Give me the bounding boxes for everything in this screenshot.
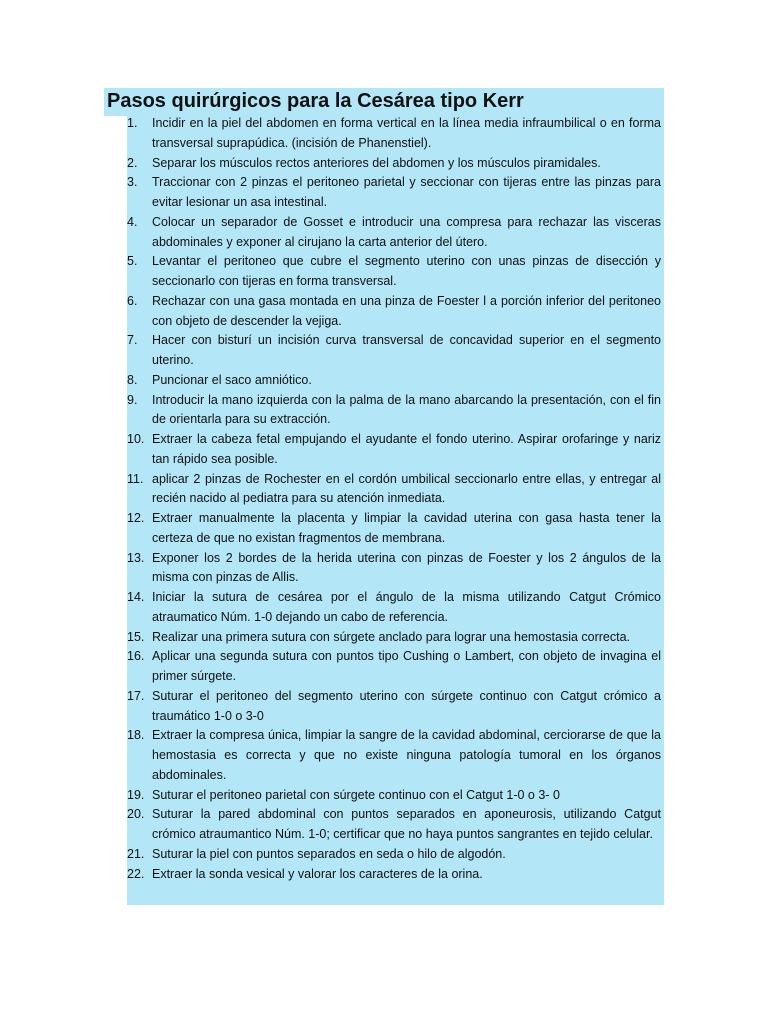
step-text: Levantar el peritoneo que cubre el segmento uterino con unas pinzas de disección y seccionarlo con tijeras en forma transversal. bbox=[152, 254, 661, 288]
step-text: Iniciar la sutura de cesárea por el ángulo de la misma utilizando Catgut Crómico atraumatico Núm. 1-0 dejando un cabo de referencia. bbox=[152, 590, 661, 624]
step-number: 22. bbox=[127, 866, 145, 881]
step-item bbox=[127, 687, 664, 727]
step-number: 7. bbox=[127, 333, 138, 348]
step-number: 9. bbox=[127, 392, 138, 407]
step-text: Realizar una primera sutura con súrgete anclado para lograr una hemostasia correcta. bbox=[152, 629, 631, 644]
step-item bbox=[127, 213, 664, 253]
step-item bbox=[127, 805, 664, 845]
step-number: 3. bbox=[127, 175, 138, 190]
step-item bbox=[127, 173, 664, 213]
step-number: 16. bbox=[127, 649, 145, 664]
step-text: Exponer los 2 bordes de la herida uterina con pinzas de Foester y los 2 ángulos de la misma con pinzas de Allis. bbox=[152, 550, 661, 585]
step-number: 20. bbox=[127, 807, 145, 822]
step-number: 12. bbox=[127, 511, 145, 525]
step-number: 6. bbox=[127, 293, 138, 308]
step-number: 2. bbox=[127, 155, 138, 170]
step-text: Suturar el peritoneo del segmento uterino con súrgete continuo con Catgut crómico a traumático 1-0 o 3-0 bbox=[152, 688, 661, 723]
step-number: 17. bbox=[127, 688, 145, 703]
step-text: Aplicar una segunda sutura con puntos tipo Cushing o Lambert, con objeto de invagina el primer súrgete. bbox=[152, 649, 661, 683]
step-number: 11. bbox=[127, 471, 144, 486]
step-text: aplicar 2 pinzas de Rochester en el cordón umbilical seccionarlo entre ellas, y entregar al recién nacido al pediatra para su atención inmediata. bbox=[152, 471, 661, 506]
step-item bbox=[127, 154, 664, 174]
step-text: Incidir en la piel del abdomen en forma vertical en la línea media infraumbilical o en forma transversal suprapúdica. (incisión de Phanenstiel). bbox=[152, 116, 661, 150]
step-item bbox=[127, 647, 664, 687]
step-text: Rechazar con una gasa montada en una pinza de Foester l a porción inferior del peritoneo con objeto de descender la vejiga. bbox=[152, 293, 661, 328]
step-number: 19. bbox=[127, 787, 145, 802]
step-item bbox=[127, 845, 664, 865]
step-item bbox=[127, 331, 664, 371]
step-number: 14. bbox=[127, 590, 145, 604]
step-text: Introducir la mano izquierda con la palma de la mano abarcando la presentación, con el fin de orientarla para su extracción. bbox=[152, 392, 661, 427]
step-text: Hacer con bisturí un incisión curva transversal de concavidad superior en el segmento uterino. bbox=[152, 333, 661, 367]
step-number: 18. bbox=[127, 728, 145, 743]
step-item bbox=[127, 292, 664, 332]
step-item bbox=[127, 252, 664, 292]
step-text: Extraer manualmente la placenta y limpiar la cavidad uterina con gasa hasta tener la certeza de que no existan fragmentos de membrana. bbox=[152, 511, 661, 545]
step-item bbox=[127, 628, 664, 648]
step-text: Colocar un separador de Gosset e introducir una compresa para rechazar las visceras abdominales y exponer al cirujano la carta anterior del útero. bbox=[152, 214, 661, 249]
step-number: 4. bbox=[127, 214, 138, 229]
step-text: Suturar la pared abdominal con puntos separados en aponeurosis, utilizando Catgut crómico atraumantico Núm. 1-0; certificar que no haya puntos sangrantes en tejido celular. bbox=[152, 807, 661, 841]
step-text: Traccionar con 2 pinzas el peritoneo parietal y seccionar con tijeras entre las pinzas para evitar lesionar un asa intestinal. bbox=[152, 175, 661, 209]
step-item bbox=[127, 114, 664, 154]
step-number: 13. bbox=[127, 550, 145, 565]
step-text: Separar los músculos rectos anteriores del abdomen y los músculos piramidales. bbox=[152, 155, 601, 170]
step-text: Puncionar el saco amniótico. bbox=[152, 372, 312, 387]
step-item bbox=[127, 726, 664, 785]
step-text: Extraer la sonda vesical y valorar los caracteres de la orina. bbox=[152, 866, 483, 881]
step-number: 5. bbox=[127, 254, 138, 269]
step-item bbox=[127, 865, 664, 885]
step-text: Extraer la compresa única, limpiar la sangre de la cavidad abdominal, cerciorarse de que la hemostasia es correcta y que no existe ninguna patología tumoral en los órganos abdominales. bbox=[152, 728, 661, 782]
step-item bbox=[127, 470, 664, 510]
step-number: 1. bbox=[127, 116, 138, 130]
step-number: 15. bbox=[127, 629, 145, 644]
steps-list bbox=[127, 114, 664, 884]
document-title: Pasos quirúrgicos para la Cesárea tipo Kerr bbox=[107, 90, 524, 112]
step-item bbox=[127, 430, 664, 470]
step-text: Extraer la cabeza fetal empujando el ayudante el fondo uterino. Aspirar orofaringe y nariz tan rápido sea posible. bbox=[152, 432, 661, 466]
step-item bbox=[127, 509, 664, 549]
step-item bbox=[127, 786, 664, 806]
step-item bbox=[127, 549, 664, 589]
step-number: 8. bbox=[127, 372, 138, 387]
step-number: 21. bbox=[127, 846, 145, 861]
step-item bbox=[127, 588, 664, 628]
step-text: Suturar el peritoneo parietal con súrgete continuo con el Catgut 1-0 o 3- 0 bbox=[152, 787, 560, 802]
step-text: Suturar la piel con puntos separados en seda o hilo de algodón. bbox=[152, 846, 506, 861]
step-item bbox=[127, 371, 664, 391]
step-number: 10. bbox=[127, 432, 145, 446]
step-item bbox=[127, 391, 664, 431]
